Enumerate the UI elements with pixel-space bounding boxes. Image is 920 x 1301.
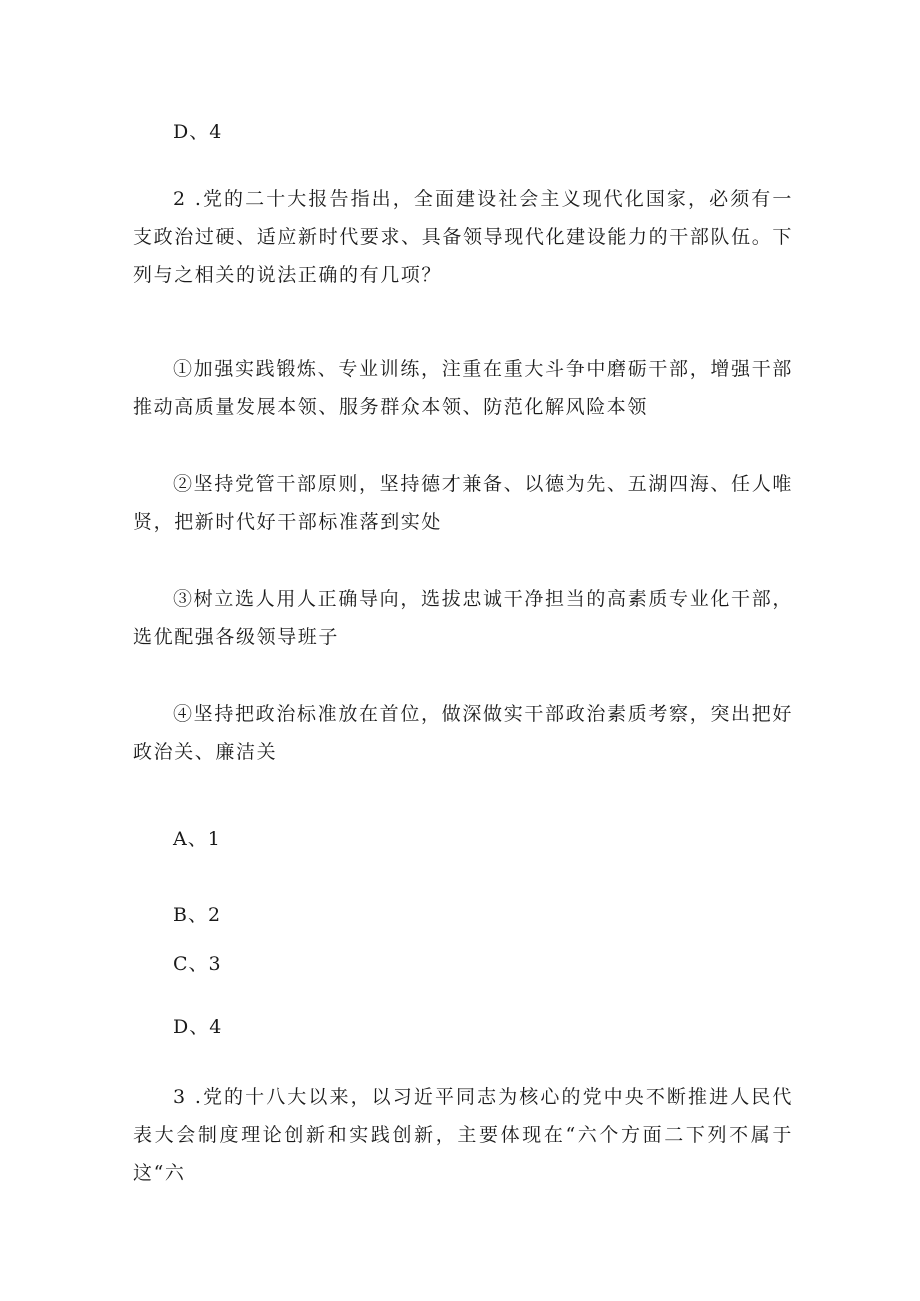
question-2-item-1: ①加强实践锻炼、专业训练，注重在重大斗争中磨砺干部，增强干部推动高质量发展本领、服务群众本领、防范化解风险本领 bbox=[133, 358, 793, 418]
question-2-item-2: ②坚持党管干部原则，坚持德才兼备、以德为先、五湖四海、任人唯贤，把新时代好干部标准落到实处 bbox=[133, 473, 793, 533]
question-2-item-3: ③树立选人用人正确导向，选拔忠诚干净担当的高素质专业化干部，选优配强各级领导班子 bbox=[133, 588, 793, 648]
question-2-item-4: ④坚持把政治标准放在首位，做深做实干部政治素质考察，突出把好政治关、廉洁关 bbox=[133, 703, 793, 763]
question-2-option-a: A、1 bbox=[173, 828, 221, 850]
question-2-option-d: D、4 bbox=[173, 1016, 223, 1038]
question-2-option-b: B、2 bbox=[173, 904, 222, 926]
question-2-stem: 2 .党的二十大报告指出，全面建设社会主义现代化国家，必须有一支政治过硬、适应新时代要求、具备领导现代化建设能力的干部队伍。下列与之相关的说法正确的有几项？ bbox=[133, 188, 793, 286]
question-3-stem: 3 .党的十八大以来，以习近平同志为核心的党中央不断推进人民代表大会制度理论创新和实践创新，主要体现在“六个方面二下列不属于这“六 bbox=[133, 1086, 793, 1184]
prev-option-d: D、4 bbox=[173, 121, 223, 143]
question-2-option-c: C、3 bbox=[173, 953, 222, 975]
